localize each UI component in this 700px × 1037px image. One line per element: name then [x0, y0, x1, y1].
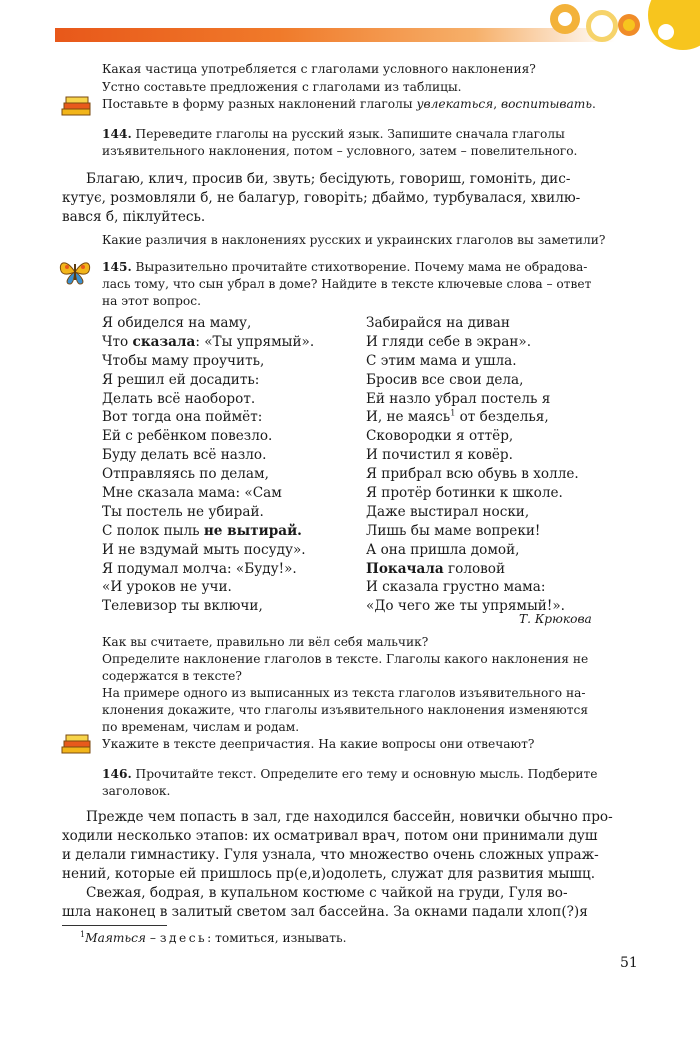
poem-line: Я подумал молча: «Буду!». [102, 560, 297, 577]
exercise-146-task: заголовок. [102, 784, 171, 798]
exercise-145-task: 145. Выразительно прочитайте стихотворение. Почему мама не обрадова- [102, 260, 588, 274]
poem-line: Телевизор ты включи, [102, 598, 263, 615]
question-line: клонения докажите, что глаголы изъявительного наклонения изменяются [102, 703, 589, 717]
footnote-divider [62, 925, 167, 926]
exercise-146-task: 146. Прочитайте текст. Определите его тему и основную мысль. Подберите [102, 767, 598, 781]
poem-author: Т. Крюкова [519, 612, 592, 626]
poem-line: Я протёр ботинки к школе. [366, 485, 563, 502]
poem-line: «И уроков не учи. [102, 579, 232, 596]
question-line: Укажите в тексте деепричастия. На какие вопросы они отвечают? [102, 737, 535, 751]
poem-line: Вот тогда она поймёт: [102, 409, 263, 426]
question-line: Поставьте в форму разных наклонений глаголы увлекаться, воспитывать. [102, 97, 596, 111]
poem-line: Я решил ей досадить: [102, 371, 260, 388]
poem-line: Отправляясь по делам, [102, 466, 269, 483]
exercise-number: 146. [102, 767, 132, 781]
books-icon [60, 733, 94, 759]
poem-line: Я обиделся на маму, [102, 315, 252, 331]
books-icon [60, 95, 94, 121]
footnote: $^1$Маяться – здесь: томиться, изнывать. [80, 929, 347, 945]
poem-line: А она пришла домой, [366, 541, 520, 558]
poem-line: И гляди себе в экран». [366, 333, 532, 350]
poem-line: Чтобы маму проучить, [102, 352, 265, 369]
poem-line: И сказала грустно мама: [366, 579, 546, 596]
exercise-text: нений, которые ей пришлось пр(е,и)одолеть, служат для развития мышц. [62, 866, 596, 882]
question-line: по временам, числам и родам. [102, 720, 300, 734]
poem-line: Буду делать всё назло. [102, 447, 267, 464]
footnote-marker: 1 [450, 408, 456, 418]
exercise-text: Свежая, бодрая, в купальном костюме с чайкой на груди, Гуля во- [86, 885, 568, 901]
exercise-145-task: лась тому, что сын убрал в доме? Найдите в тексте ключевые слова – ответ [102, 277, 592, 291]
decorative-circles [530, 0, 700, 60]
exercise-text: ходили несколько этапов: их осматривал врач, потом они принимали душ [62, 828, 598, 844]
poem-line: Я прибрал всю обувь в холле. [366, 466, 579, 483]
poem-line: Что сказала: «Ты упрямый». [102, 333, 315, 350]
poem-line: И не вздумай мыть посуду». [102, 541, 306, 558]
poem-line: Делать всё наоборот. [102, 390, 256, 407]
question-line: На примере одного из выписанных из текста глаголов изъявительного на- [102, 686, 586, 700]
question-line: Устно составьте предложения с глаголами из таблицы. [102, 80, 462, 94]
question-line: содержатся в тексте? [102, 669, 242, 683]
exercise-text: Благаю, клич, просив би, звуть; бесідують, говориш, гомоніть, дис- [86, 171, 571, 187]
poem-line: И почистил я ковёр. [366, 447, 513, 464]
poem-line: Даже выстирал носки, [366, 503, 530, 520]
italic-verb: увлекаться [416, 97, 494, 111]
poem-line: И, не маясь$^1$ от безделья, [366, 408, 549, 426]
poem-line: С этим мама и ушла. [366, 352, 517, 369]
poem-line: Лишь бы маме вопреки! [366, 522, 541, 539]
poem-line: Сковородки я оттёр, [366, 428, 514, 445]
question-line: Какая частица употребляется с глаголами условного наклонения? [102, 62, 536, 76]
exercise-144-task: изъявительного наклонения, потом – условного, затем – повелительного. [102, 144, 578, 158]
poem-line: Ей с ребёнком повезло. [102, 428, 273, 445]
poem-left-column [102, 314, 314, 616]
poem-line: Забирайся на диван [366, 315, 510, 331]
exercise-144-task: 144. Переведите глаголы на русский язык. Запишите сначала глаголы [102, 127, 565, 141]
question-line: Как вы считаете, правильно ли вёл себя мальчик? [102, 635, 429, 649]
question-line: Определите наклонение глаголов в тексте. Глаголы какого наклонения не [102, 652, 589, 666]
page-number: 51 [620, 955, 638, 971]
butterfly-icon [58, 258, 92, 290]
exercise-text: Прежде чем попасть в зал, где находился бассейн, новички обычно про- [86, 809, 613, 825]
poem-line: «До чего же ты упрямый!». [366, 598, 565, 615]
poem-line: Бросив все свои дела, [366, 371, 524, 388]
poem-line: С полок пыль не вытирай. [102, 522, 302, 539]
exercise-number: 144. [102, 127, 132, 141]
exercise-text: шла наконец в залитый светом зал бассейна. За окнами падали хлоп(?)я [62, 904, 588, 920]
exercise-number: 145. [102, 260, 132, 274]
poem-right-column [366, 314, 579, 616]
poem-line: Ей назло убрал постель я [366, 390, 551, 407]
poem-line: Мне сказала мама: «Сам [102, 485, 282, 502]
italic-verb: воспитывать [500, 97, 592, 111]
exercise-text: кутує, розмовляли б, не балагур, говоріть; дбаймо, турбувалася, хвилю- [62, 190, 581, 206]
exercise-text: вався б, піклуйтесь. [62, 209, 206, 225]
poem-line: Ты постель не убирай. [102, 503, 264, 520]
poem-line: Покачала головой [366, 560, 506, 577]
exercise-text: и делали гимнастику. Гуля узнала, что множество очень сложных упраж- [62, 847, 599, 863]
question-line: Какие различия в наклонениях русских и украинских глаголов вы заметили? [102, 233, 606, 247]
exercise-145-task: на этот вопрос. [102, 294, 201, 308]
